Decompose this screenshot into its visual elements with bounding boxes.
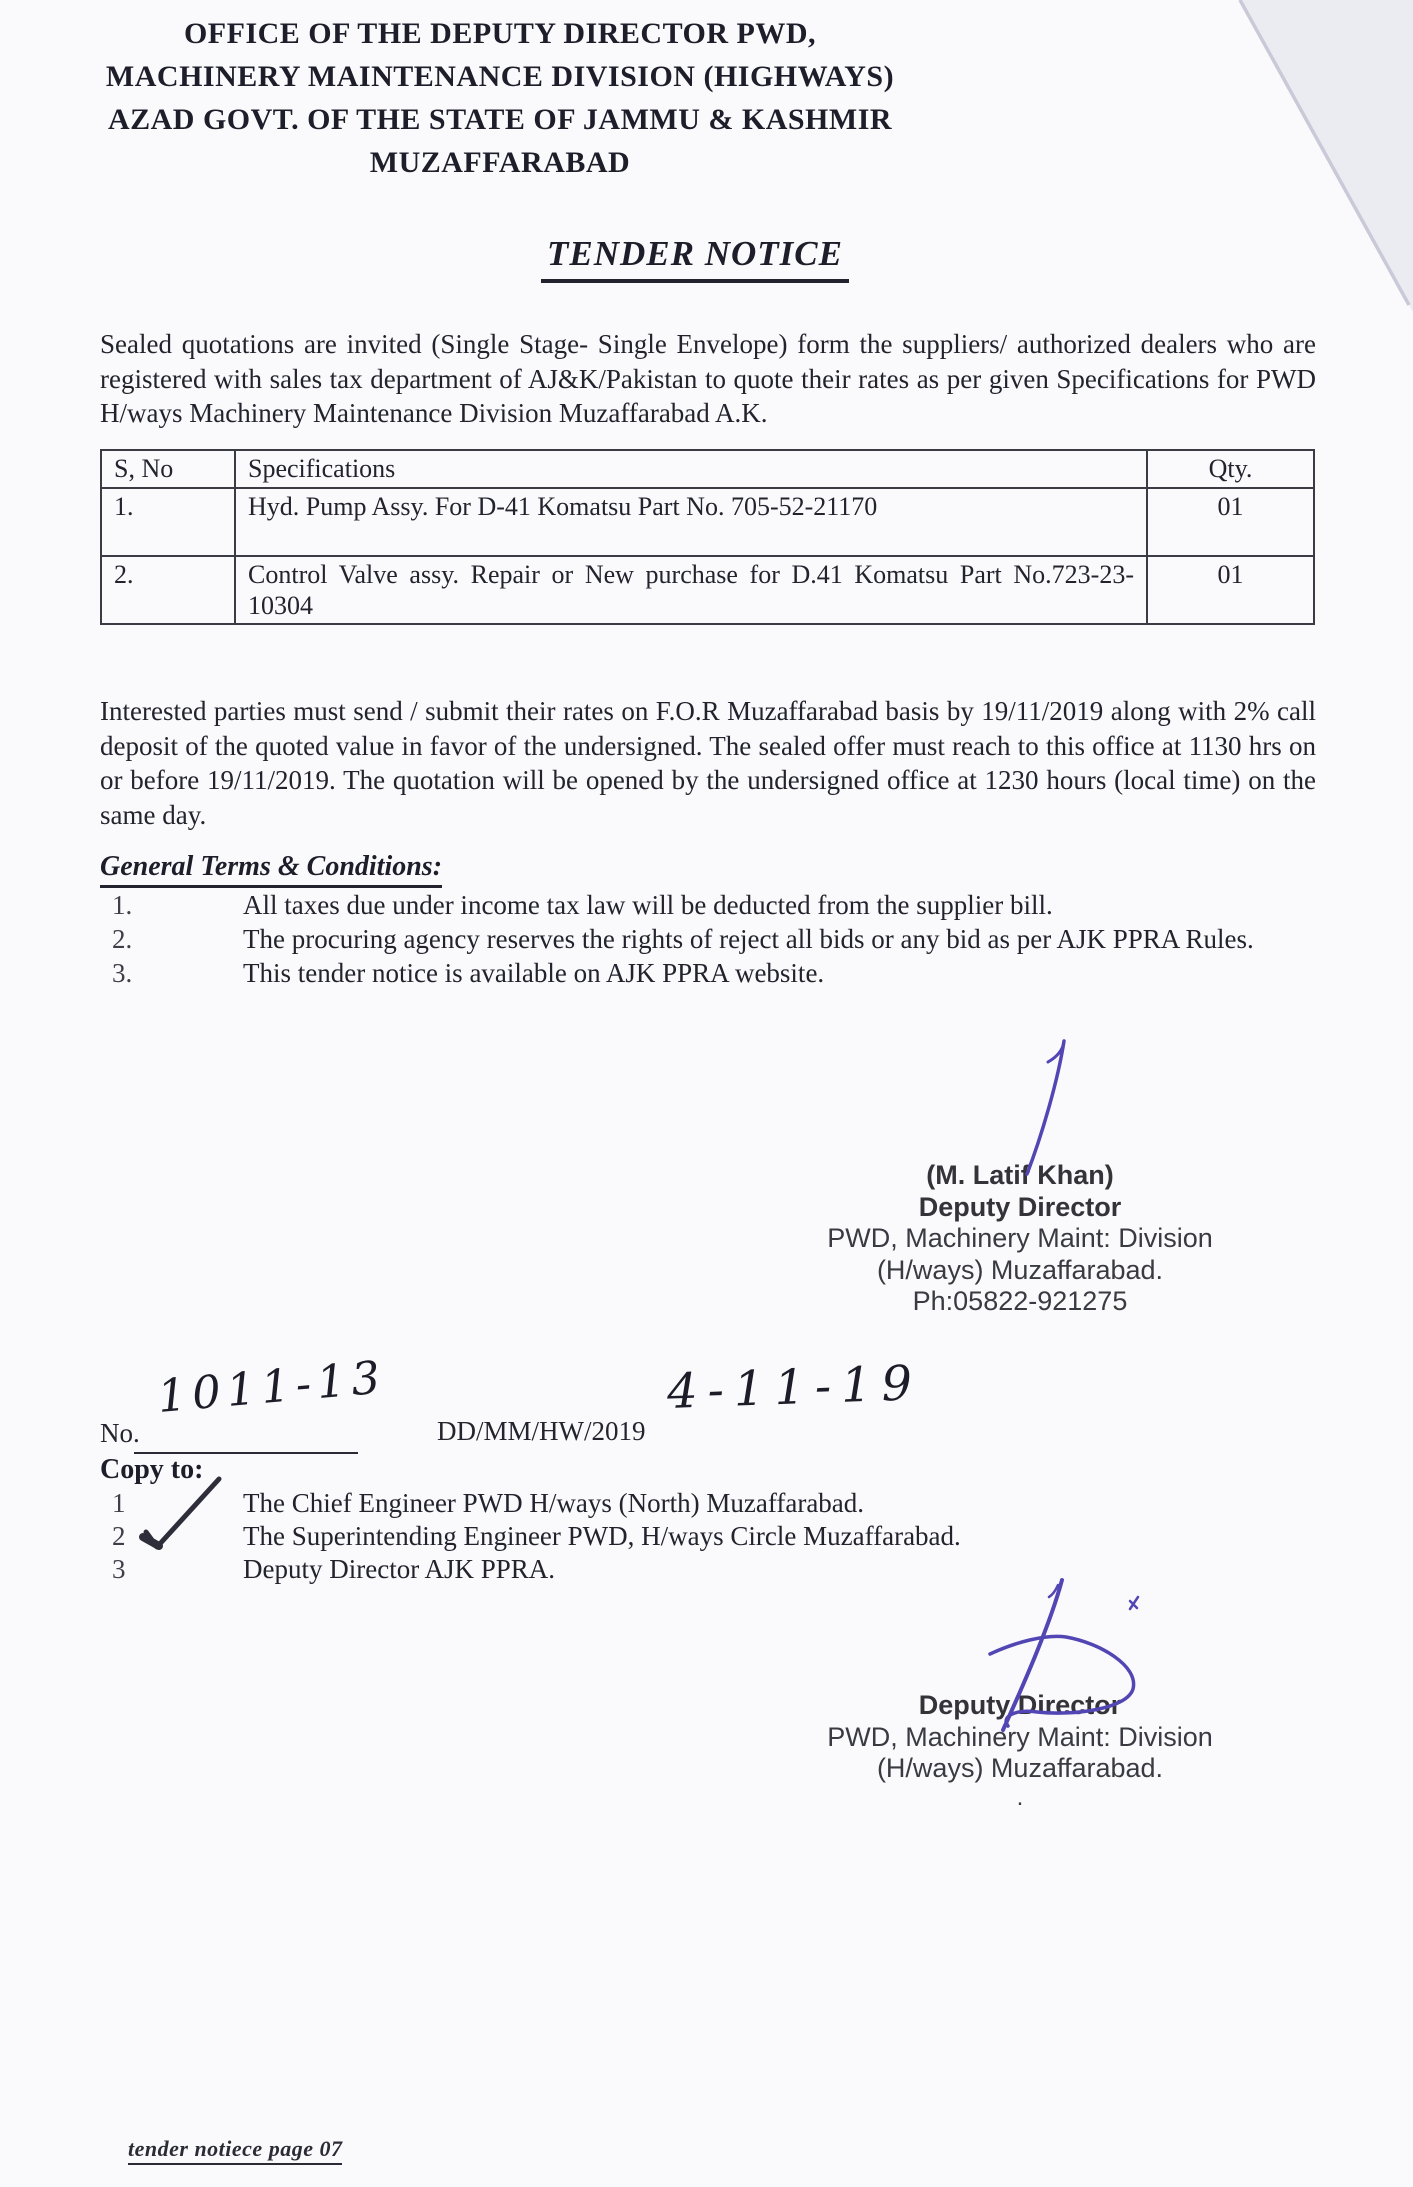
page-corner-shadow [1238,0,1413,312]
copy-item-text: The Superintending Engineer PWD, H/ways Circle Muzaffarabad. [243,1521,961,1551]
term-number: 1. [112,890,133,920]
signatory1-location: (H/ways) Muzaffarabad. [876,1254,1164,1285]
specifications-table [100,449,1315,625]
cell-sno: 1. [101,488,235,556]
header-line-office: OFFICE OF THE DEPUTY DIRECTOR PWD, [183,17,817,50]
footer-note-container [128,2136,342,2165]
signatory1-block [820,1160,1220,1318]
stray-pen-mark [1130,1597,1138,1609]
ref-no-label: No. [100,1418,140,1448]
signatory2-block [820,1690,1220,1811]
copy-to-checkmark [143,1479,219,1547]
term-text: This tender notice is available on AJK PPRA website. [243,958,825,988]
handwritten-ref-no: 1011-13 [155,1350,389,1423]
signatory2-division: PWD, Machinery Maint: Division [827,1721,1213,1752]
term-text: All taxes due under income tax law will be deducted from the supplier bill. [243,890,1053,920]
office-header [85,12,915,184]
dispatch-code: DD/MM/HW/2019 [437,1416,646,1446]
header-line-government: AZAD GOVT. OF THE STATE OF JAMMU & KASHMIR [107,103,893,136]
intro-paragraph: Sealed quotations are invited (Single Stage- Single Envelope) form the suppliers/ authorized dealers who are registered with sales tax department of AJ&K/Pakistan to quote their rates as per given Specifications for PWD H/ways Machinery Maintenance Division Muzaffarabad A.K. [100,329,1316,428]
signatory2-location: (H/ways) Muzaffarabad. [876,1753,1164,1783]
table-header-sno: S, No [101,450,235,488]
header-line-division: MACHINERY MAINTENANCE DIVISION (HIGHWAYS) [105,60,895,93]
copy-to-heading: Copy to: [100,1454,204,1485]
term-text: The procuring agency reserves the rights of reject all bids or any bid as per AJK PPRA Rules. [243,924,1254,954]
signatory1-name: (M. Latif Khan) [926,1160,1114,1190]
table-header-specifications: Specifications [235,450,1147,488]
signatory1-phone: Ph:05822-921275 [912,1286,1128,1316]
signatory2-title: Deputy Director [918,1690,1122,1720]
table-header-row [101,450,1314,488]
signature1-stroke [1027,1041,1064,1174]
cell-qty: 01 [1147,488,1314,556]
term-number: 2. [112,924,133,954]
table-header-qty: Qty. [1147,450,1314,488]
page-corner-edge [1240,0,1409,305]
page-title: TENDER NOTICE [541,234,849,283]
cell-specification: Control Valve assy. Repair or New purchase for D.41 Komatsu Part No.723-23-10304 [235,556,1147,624]
copy-item-number: 3 [112,1554,126,1584]
copy-item-text: The Chief Engineer PWD H/ways (North) Muzaffarabad. [243,1488,865,1518]
copy-item-text: Deputy Director AJK PPRA. [243,1554,555,1584]
stray-dot: . [1016,1783,1024,1811]
cell-specification: Hyd. Pump Assy. For D-41 Komatsu Part No. 705-52-21170 [235,488,1147,556]
header-line-city: MUZAFFARABAD [369,146,631,179]
terms-heading-container [100,851,442,888]
footer-note: tender notiece page 07 [128,2136,342,2165]
term-number: 3. [112,958,133,988]
signatory1-title: Deputy Director [918,1191,1122,1222]
table-row [101,556,1314,624]
handwritten-date: 4-11-19 [666,1355,923,1420]
table-row [101,488,1314,556]
title-container [415,234,975,283]
copy-item-number: 2 [112,1521,126,1551]
signatory1-division: PWD, Machinery Maint: Division [827,1223,1213,1253]
deadline-paragraph: Interested parties must send / submit their rates on F.O.R Muzaffarabad basis by 19/11/2019 along with 2% call deposit of the quoted value in favor of the undersigned. The sealed offer must reach to this office at 1130 hrs on or before 19/11/2019. The quotation will be opened by the undersigned office at 1230 hours (local time) on the same day. [100,696,1316,830]
copy-item-number: 1 [112,1488,126,1518]
cell-qty: 01 [1147,556,1314,624]
terms-heading: General Terms & Conditions: [100,851,442,888]
cell-sno: 2. [101,556,235,624]
